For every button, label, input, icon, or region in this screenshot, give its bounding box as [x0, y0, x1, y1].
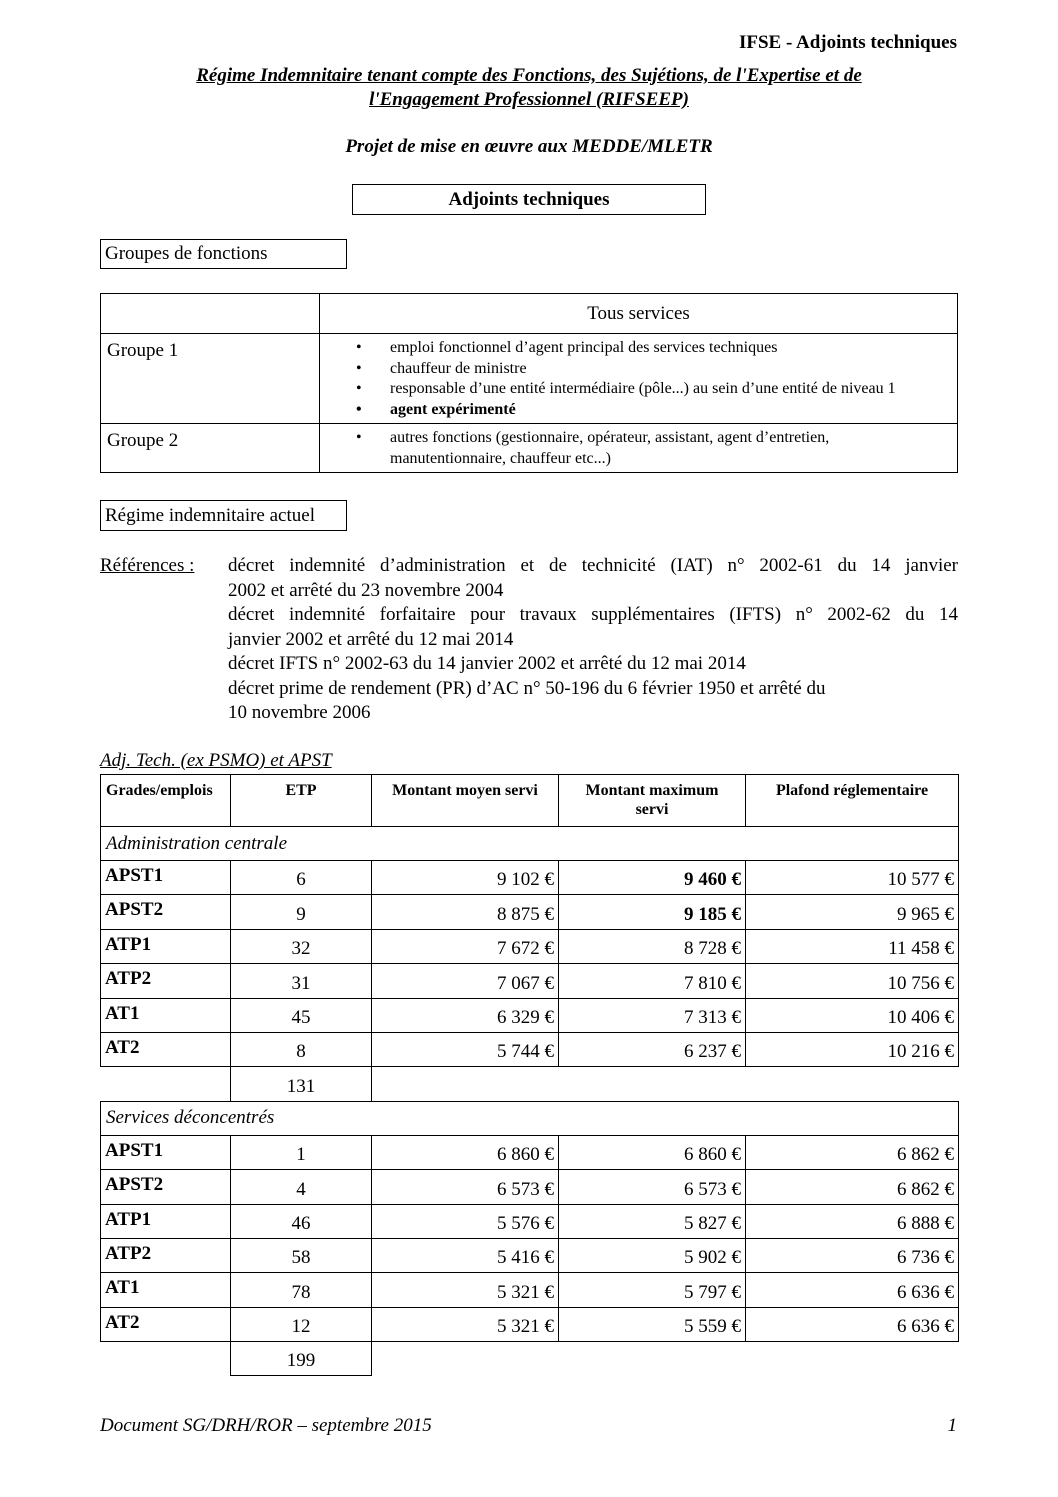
column-header: Grades/emplois	[101, 775, 231, 827]
moyen-cell: 6 860 €	[372, 1135, 559, 1169]
table-row	[101, 998, 959, 1032]
blank-cell	[372, 1067, 959, 1101]
max-cell: 6 573 €	[559, 1170, 746, 1204]
etp-cell: 58	[231, 1238, 372, 1272]
plafond-cell: 6 736 €	[746, 1238, 959, 1272]
page-number: 1	[947, 1415, 957, 1436]
grade-cell: APST1	[101, 1135, 231, 1169]
grade-cell: ATP1	[101, 929, 231, 963]
plafond-cell: 9 965 €	[746, 895, 959, 929]
group-item: • emploi fonctionnel d’agent principal des services techniques	[320, 338, 957, 359]
table-row	[101, 1135, 959, 1169]
reference-line: décret indemnité d’administration et de technicité (IAT) n° 2002-61 du 14 janvier	[228, 555, 958, 576]
moyen-cell: 7 067 €	[372, 964, 559, 998]
moyen-cell: 5 576 €	[372, 1204, 559, 1238]
grade-cell: AT2	[101, 1307, 231, 1341]
table-row	[101, 895, 959, 929]
etp-cell: 1	[231, 1135, 372, 1169]
grade-cell: ATP1	[101, 1204, 231, 1238]
section-header: Services déconcentrés	[101, 1101, 959, 1135]
etp-cell: 78	[231, 1273, 372, 1307]
etp-cell: 31	[231, 964, 372, 998]
group-item: • chauffeur de ministre	[320, 359, 957, 380]
plafond-cell: 6 862 €	[746, 1135, 959, 1169]
etp-cell: 45	[231, 998, 372, 1032]
reference-line: décret indemnité forfaitaire pour travaux supplémentaires (IFTS) n° 2002-62 du 14	[228, 604, 958, 625]
moyen-cell: 6 573 €	[372, 1170, 559, 1204]
moyen-cell: 5 416 €	[372, 1238, 559, 1272]
column-header: Plafond réglementaire	[746, 775, 959, 827]
plafond-cell: 11 458 €	[746, 929, 959, 963]
total-etp-cell: 131	[231, 1067, 372, 1101]
blank-cell	[101, 1342, 231, 1376]
blank-cell	[101, 1067, 231, 1101]
reference-line: décret prime de rendement (PR) d’AC n° 50-196 du 6 février 1950 et arrêté du	[228, 677, 826, 699]
etp-cell: 46	[231, 1204, 372, 1238]
max-cell: 5 902 €	[559, 1238, 746, 1272]
table-row	[101, 1273, 959, 1307]
grade-cell: ATP2	[101, 964, 231, 998]
reference-line: décret IFTS n° 2002-63 du 14 janvier 2002 et arrêté du 12 mai 2014	[228, 653, 746, 674]
groups-heading: Groupes de fonctions	[100, 239, 347, 269]
groups-column-header: Tous services	[320, 294, 958, 334]
moyen-cell: 6 329 €	[372, 998, 559, 1032]
moyen-cell: 9 102 €	[372, 861, 559, 895]
footer-document-ref: Document SG/DRH/ROR – septembre 2015	[100, 1415, 432, 1436]
reference-line: 2002 et arrêté du 23 novembre 2004	[228, 579, 504, 601]
group-item: • autres fonctions (gestionnaire, opérateur, assistant, agent d’entretien, manutentionnaire, chauffeur etc...)	[320, 428, 957, 469]
moyen-cell: 8 875 €	[372, 895, 559, 929]
boxed-heading: Adjoints techniques	[352, 184, 706, 215]
max-cell: 7 810 €	[559, 964, 746, 998]
max-cell: 5 559 €	[559, 1307, 746, 1341]
total-etp-cell: 199	[231, 1342, 372, 1376]
etp-cell: 4	[231, 1170, 372, 1204]
table-header-row	[101, 775, 959, 827]
grade-cell: AT1	[101, 1273, 231, 1307]
references-label: Références :	[100, 555, 195, 576]
grade-cell: APST2	[101, 1170, 231, 1204]
table-row	[101, 964, 959, 998]
table-row	[101, 1170, 959, 1204]
plafond-cell: 6 636 €	[746, 1273, 959, 1307]
moyen-cell: 7 672 €	[372, 929, 559, 963]
table-row	[101, 1238, 959, 1272]
max-cell: 8 728 €	[559, 929, 746, 963]
table-title: Adj. Tech. (ex PSMO) et APST	[100, 750, 332, 771]
group-label: Groupe 1	[101, 334, 320, 424]
plafond-cell: 10 216 €	[746, 1032, 959, 1066]
etp-cell: 6	[231, 861, 372, 895]
plafond-cell: 10 756 €	[746, 964, 959, 998]
group-label: Groupe 2	[101, 424, 320, 473]
max-cell: 6 237 €	[559, 1032, 746, 1066]
column-header: Montant moyen servi	[372, 775, 559, 827]
max-cell: 6 860 €	[559, 1135, 746, 1169]
plafond-cell: 10 406 €	[746, 998, 959, 1032]
column-header: ETP	[231, 775, 372, 827]
document-title	[100, 64, 958, 112]
section-header: Administration centrale	[101, 827, 959, 861]
document-header-label: IFSE - Adjoints techniques	[738, 32, 957, 53]
blank-cell	[372, 1342, 959, 1376]
total-row	[101, 1342, 959, 1376]
moyen-cell: 5 321 €	[372, 1273, 559, 1307]
plafond-cell: 10 577 €	[746, 861, 959, 895]
etp-cell: 9	[231, 895, 372, 929]
grade-cell: APST2	[101, 895, 231, 929]
group-items	[320, 334, 958, 424]
grade-cell: ATP2	[101, 1238, 231, 1272]
max-cell: 7 313 €	[559, 998, 746, 1032]
reference-line: 10 novembre 2006	[228, 702, 371, 723]
moyen-cell: 5 744 €	[372, 1032, 559, 1066]
max-cell: 5 797 €	[559, 1273, 746, 1307]
grade-cell: APST1	[101, 861, 231, 895]
table-row	[101, 929, 959, 963]
table-row	[101, 1204, 959, 1238]
total-row	[101, 1067, 959, 1101]
plafond-cell: 6 636 €	[746, 1307, 959, 1341]
plafond-cell: 6 862 €	[746, 1170, 959, 1204]
group-items	[320, 424, 958, 473]
etp-cell: 8	[231, 1032, 372, 1066]
plafond-cell: 6 888 €	[746, 1204, 959, 1238]
max-cell: 5 827 €	[559, 1204, 746, 1238]
compensation-table	[100, 774, 959, 1376]
table-row	[101, 1307, 959, 1341]
table-row	[101, 1032, 959, 1066]
group-item: • responsable d’une entité intermédiaire (pôle...) au sein d’une entité de niveau 1	[320, 379, 957, 400]
document-subtitle: Projet de mise en œuvre aux MEDDE/MLETR	[345, 136, 713, 157]
title-line-2: l'Engagement Professionnel (RIFSEEP)	[369, 89, 689, 110]
table-row	[101, 861, 959, 895]
grade-cell: AT2	[101, 1032, 231, 1066]
groups-table	[100, 293, 958, 473]
title-line-1: Régime Indemnitaire tenant compte des Fonctions, des Sujétions, de l'Expertise et de	[196, 65, 862, 86]
column-header: Montant maximum servi	[559, 775, 746, 827]
group-item: • agent expérimenté	[320, 400, 957, 421]
groups-table-corner	[101, 294, 320, 334]
moyen-cell: 5 321 €	[372, 1307, 559, 1341]
grade-cell: AT1	[101, 998, 231, 1032]
max-cell: 9 185 €	[559, 895, 746, 929]
regime-heading: Régime indemnitaire actuel	[100, 500, 347, 531]
etp-cell: 12	[231, 1307, 372, 1341]
etp-cell: 32	[231, 929, 372, 963]
reference-line: janvier 2002 et arrêté du 12 mai 2014	[228, 628, 514, 650]
max-cell: 9 460 €	[559, 861, 746, 895]
